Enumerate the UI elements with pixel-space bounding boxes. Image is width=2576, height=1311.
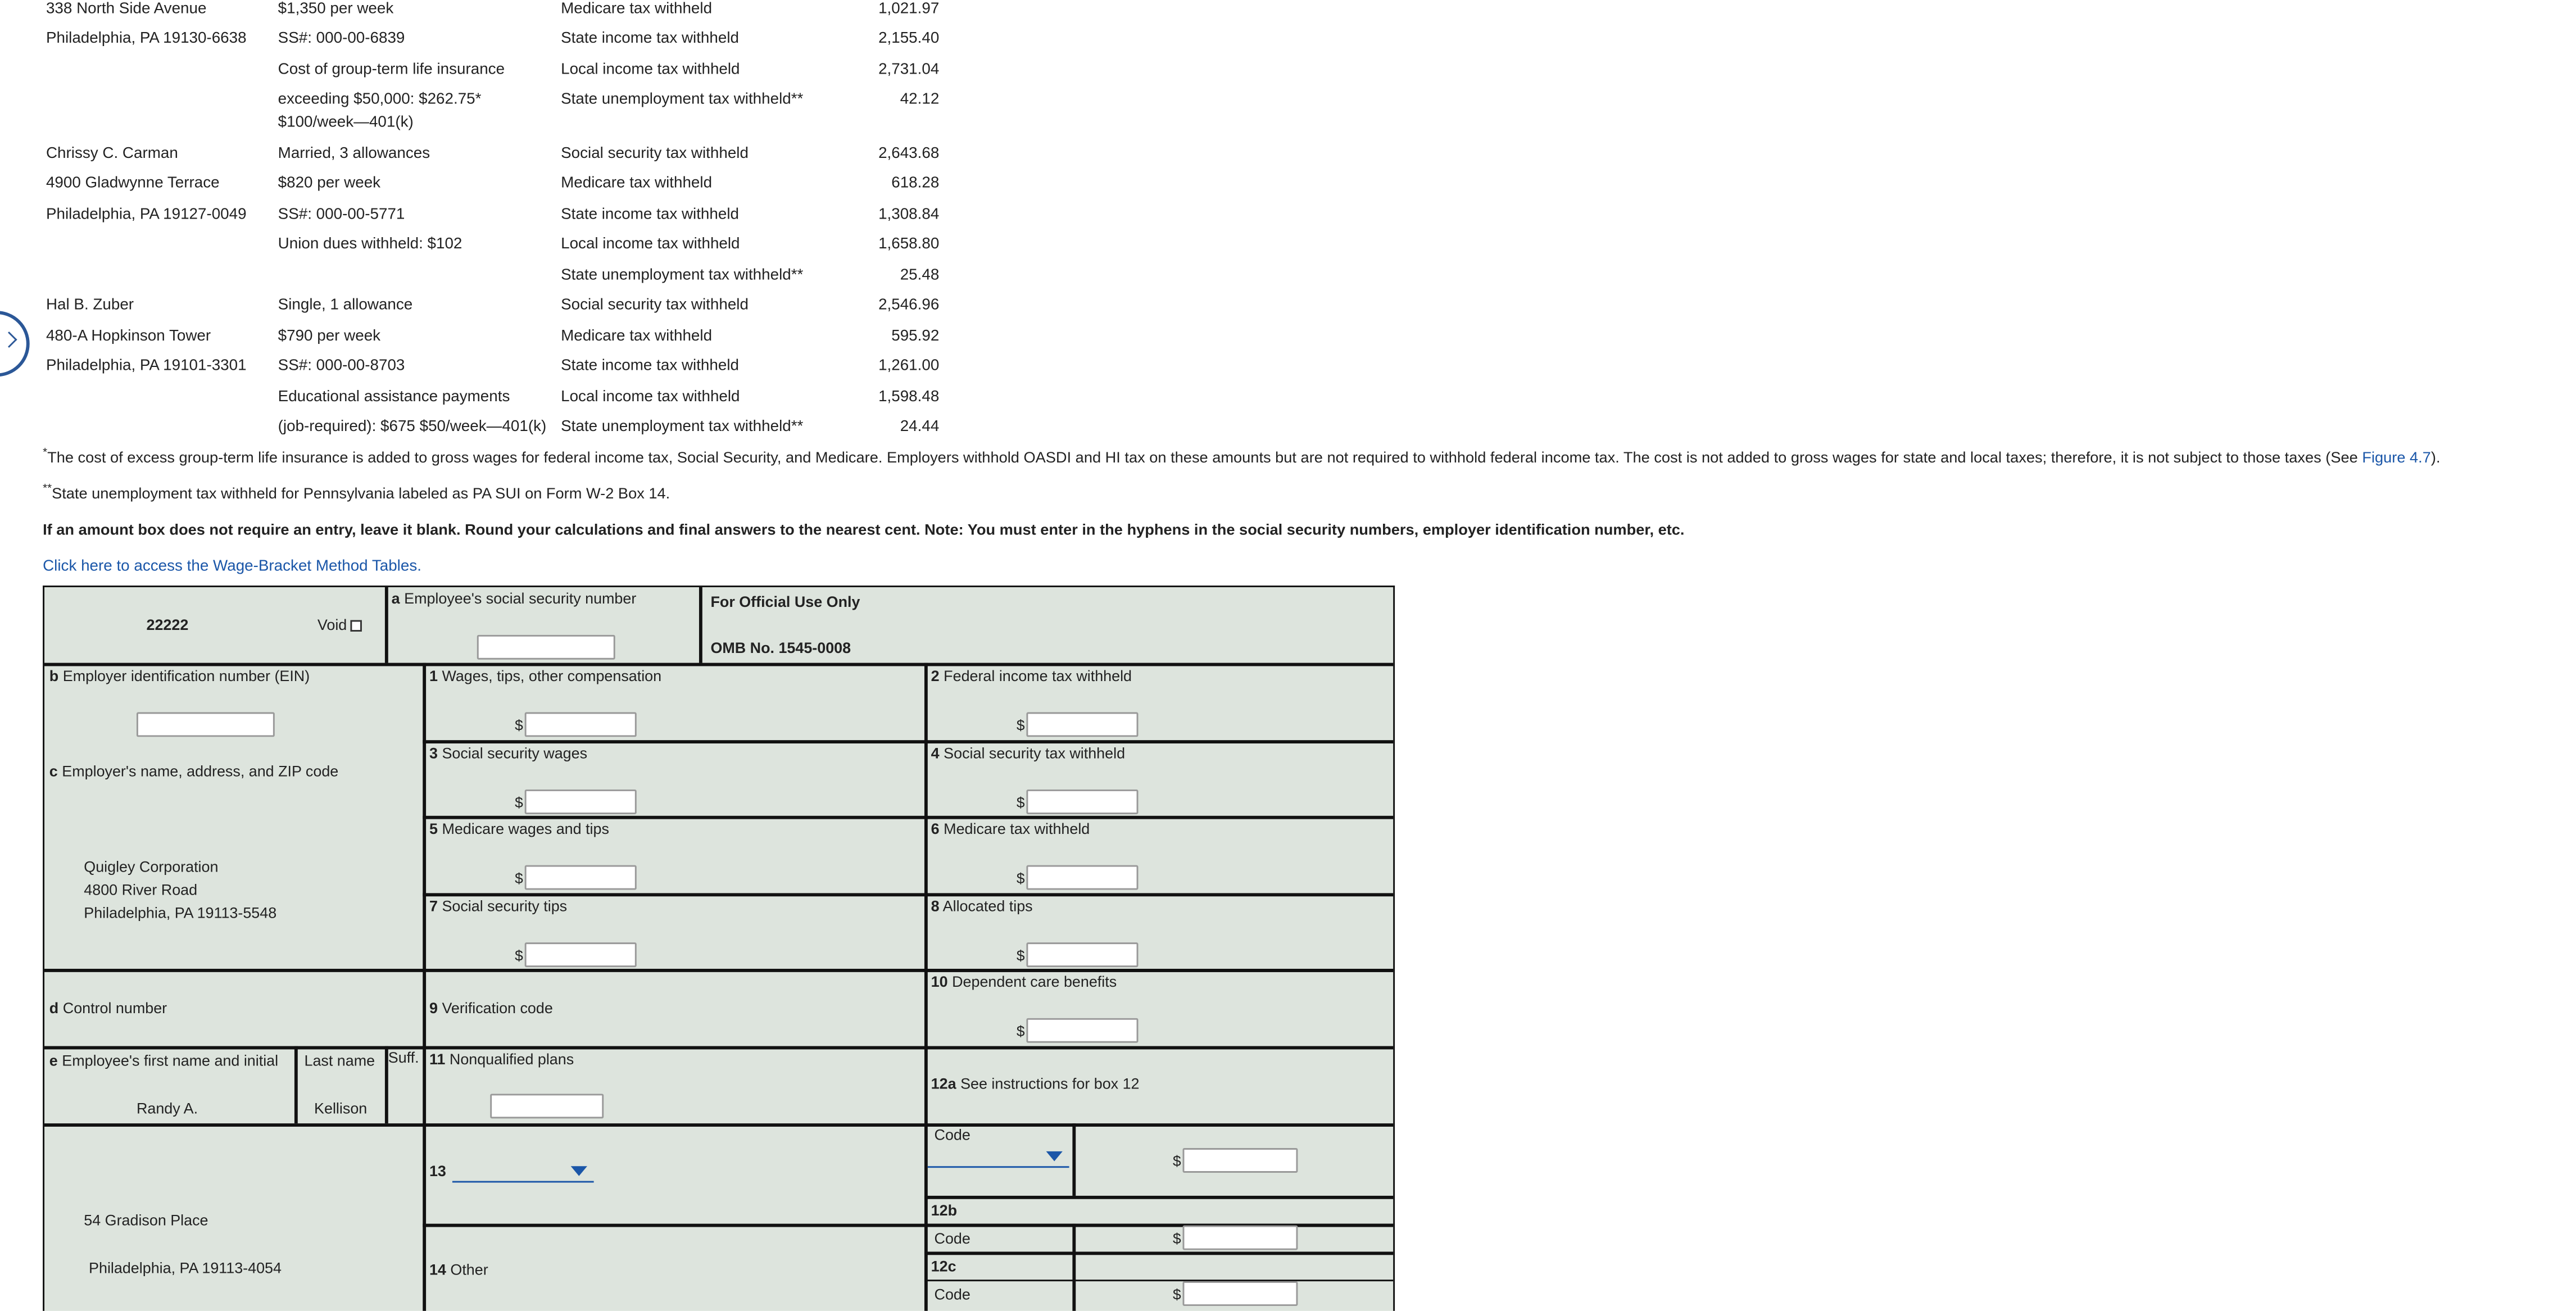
box-letter: 2 (931, 668, 940, 684)
box-label-text: Employer identification number (EIN) (62, 668, 310, 684)
box-7-ss-tips-input[interactable] (525, 942, 637, 967)
dollar-sign: $ (515, 870, 523, 887)
box-d-label (49, 1000, 167, 1017)
box-12b-code-label: Code (934, 1230, 970, 1247)
box-label-text: Social security tax withheld (944, 745, 1126, 762)
box-label-text: Dependent care benefits (952, 973, 1117, 991)
form-code: 22222 (146, 616, 189, 633)
employee-2-detail: $820 per week (278, 174, 381, 193)
ssn-input[interactable] (477, 635, 615, 660)
employee-city: Philadelphia, PA 19113-4054 (89, 1260, 282, 1277)
tax-label: Social security tax withheld (561, 296, 749, 315)
box-12c-code-label: Code (934, 1286, 970, 1303)
employee-2-name: Chrissy C. Carman (46, 144, 178, 163)
footnote-text: State unemployment tax withheld for Pennsylvania labeled as PA SUI on Form W-2 Box 14. (52, 485, 670, 502)
last-name-label: Last name (304, 1053, 375, 1069)
tax-amount: 42.12 (900, 90, 940, 109)
box-letter: 3 (429, 745, 438, 762)
box-label-text: Social security tips (442, 898, 568, 915)
box-11-nonqualified-input[interactable] (490, 1094, 604, 1118)
employee-3-detail: $790 per week (278, 327, 381, 346)
tax-amount: 1,658.80 (878, 235, 940, 253)
tax-label: Local income tax withheld (561, 388, 740, 406)
dollar-sign: $ (1016, 947, 1025, 964)
instructions: If an amount box does not require an entry, leave it blank. Round your calculations and final answers to the nearest cent. Note: You must enter in the hyphens in the social security numbers, employer identification number, etc. (43, 521, 1685, 538)
employer-name: Quigley Corporation (84, 858, 219, 875)
box-3-label (429, 745, 587, 761)
box-label-text: Medicare tax withheld (944, 820, 1090, 837)
box-c-label (49, 763, 338, 779)
tax-amount: 2,731.04 (878, 61, 940, 79)
tax-amount: 1,598.48 (878, 388, 940, 406)
box-12a-code-label: Code (934, 1126, 970, 1144)
employer-city: Philadelphia, PA 19113-5548 (84, 904, 277, 922)
box-11-label (429, 1051, 574, 1067)
dollar-sign: $ (1172, 1153, 1181, 1170)
dollar-sign: $ (515, 947, 523, 964)
box-letter: 4 (931, 745, 940, 762)
box-letter: 12a (931, 1076, 956, 1092)
employee-1-detail: Cost of group-term life insurance (278, 61, 505, 79)
box-b-label (49, 668, 310, 684)
employee-3-detail: SS#: 000-00-8703 (278, 357, 405, 375)
box-2-label (931, 668, 1132, 684)
box-13-label: 13 (429, 1163, 446, 1180)
employee-2-address-line: Philadelphia, PA 19127-0049 (46, 205, 247, 224)
box-4-ss-tax-input[interactable] (1026, 790, 1138, 814)
employee-2-detail: Married, 3 allowances (278, 144, 430, 163)
dollar-sign: $ (515, 717, 523, 734)
tax-label: State income tax withheld (561, 205, 740, 224)
box-12c-label: 12c (931, 1258, 956, 1275)
footnote-state-unemployment: **State unemployment tax withheld for Pennsylvania labeled as PA SUI on Form W-2 Box 14. (43, 483, 670, 502)
footnote-group-term-life: *The cost of excess group-term life insurance is added to gross wages for federal income tax, Social Security, and Medicare. Employers withhold OASDI and HI tax on these amounts but are not required to withhold federal income tax. The cost is not added to gross wages for state and local taxes; therefore, it is not subject to those taxes (See Figure 4.7). (43, 447, 2441, 466)
box-4-label (931, 745, 1125, 761)
box-letter: 5 (429, 820, 438, 837)
employee-1-address-line: 338 North Side Avenue (46, 0, 207, 19)
tax-label: Social security tax withheld (561, 144, 749, 163)
employee-3-name: Hal B. Zuber (46, 296, 134, 315)
box-8-label (931, 898, 1033, 914)
box-label-text: Allocated tips (942, 898, 1033, 915)
dollar-sign: $ (1016, 1023, 1025, 1040)
box-letter: 7 (429, 898, 438, 915)
chevron-right-icon (1, 332, 17, 348)
box-label-text: Employee's first name and initial (62, 1053, 279, 1069)
tax-amount: 595.92 (891, 327, 940, 346)
box-label-text: Verification code (442, 1000, 553, 1017)
tax-label: State income tax withheld (561, 357, 740, 375)
box-label-text: Medicare wages and tips (442, 820, 609, 837)
box-12b-label: 12b (931, 1202, 958, 1219)
box-label-text: See instructions for box 12 (960, 1076, 1140, 1092)
tax-amount: 1,021.97 (878, 0, 940, 19)
employee-3-address-line: 480-A Hopkinson Tower (46, 327, 211, 346)
box-10-label (931, 974, 1117, 990)
box-letter: 11 (429, 1051, 446, 1068)
employee-2-address-line: 4900 Gladwynne Terrace (46, 174, 220, 193)
tax-label: State unemployment tax withheld** (561, 266, 804, 285)
tax-label: State unemployment tax withheld** (561, 90, 804, 109)
employee-3-detail: Educational assistance payments (278, 388, 510, 406)
box-label-text: Social security wages (442, 745, 588, 762)
figure-4-7-link[interactable]: Figure 4.7 (2362, 449, 2431, 466)
box-letter: 14 (429, 1262, 446, 1278)
box-3-ss-wages-input[interactable] (525, 790, 637, 814)
tax-amount: 25.48 (900, 266, 940, 285)
dollar-sign: $ (1016, 870, 1025, 887)
chevron-down-icon (1046, 1151, 1063, 1162)
employee-3-detail: Single, 1 allowance (278, 296, 413, 315)
employee-3-address-line: Philadelphia, PA 19101-3301 (46, 357, 247, 375)
box-6-medicare-tax-input[interactable] (1026, 865, 1138, 890)
box-letter: a (391, 590, 400, 607)
tax-label: Local income tax withheld (561, 61, 740, 79)
box-letter: c (49, 763, 58, 780)
footnote-text: The cost of excess group-term life insurance is added to gross wages for federal income tax, Social Security, and Medicare. Employers withhold OASDI and HI tax on these amounts but are not required to withhold federal income tax. The cost is not added to gross wages for state and local taxes; therefore, it is not subject to those taxes (See (47, 449, 2362, 466)
box-letter: 9 (429, 1000, 438, 1017)
side-panel-toggle[interactable] (0, 311, 30, 376)
omb-number: OMB No. 1545-0008 (710, 639, 851, 656)
box-letter: 1 (429, 668, 438, 684)
w2-form (43, 586, 1395, 1311)
box-label-text: Wages, tips, other compensation (442, 668, 662, 684)
tax-amount: 2,546.96 (878, 296, 940, 315)
dollar-sign: $ (1172, 1286, 1181, 1303)
box-letter: 10 (931, 973, 948, 991)
tax-amount: 1,308.84 (878, 205, 940, 224)
box-8-allocated-tips-input[interactable] (1026, 942, 1138, 967)
box-12a-code-select[interactable] (928, 1150, 1069, 1168)
box-2-federal-tax-input[interactable] (1026, 712, 1138, 737)
employee-3-detail: (job-required): $675 $50/week—401(k) (278, 418, 547, 436)
box-label-text: Employer's name, address, and ZIP code (62, 763, 339, 780)
official-use-label: For Official Use Only (710, 593, 860, 610)
box-12b-amount-input[interactable] (1183, 1226, 1298, 1250)
dollar-sign: $ (1172, 1230, 1181, 1247)
tax-amount: 2,643.68 (878, 144, 940, 163)
tax-amount: 618.28 (891, 174, 940, 193)
void-checkbox-label[interactable] (318, 617, 362, 633)
dollar-sign: $ (515, 794, 523, 811)
box-label-text: Nonqualified plans (449, 1051, 574, 1068)
box-e-label (49, 1053, 278, 1069)
tax-label: State unemployment tax withheld** (561, 418, 804, 436)
tax-label: Medicare tax withheld (561, 0, 713, 19)
chevron-down-icon (571, 1166, 587, 1176)
box-9-label (429, 1000, 553, 1017)
employee-1-detail: $1,350 per week (278, 0, 394, 19)
box-label-text: Federal income tax withheld (944, 668, 1132, 684)
void-label: Void (317, 616, 347, 633)
footnote-tail: ). (2430, 449, 2441, 466)
void-checkbox[interactable] (350, 620, 361, 632)
box-13-select[interactable] (452, 1164, 594, 1182)
box-label-text: Control number (62, 1000, 167, 1017)
box-letter: e (49, 1053, 58, 1069)
dollar-sign: $ (1016, 794, 1025, 811)
employee-1-detail: SS#: 000-00-6839 (278, 29, 405, 48)
employee-first-name: Randy A. (136, 1100, 198, 1117)
box-6-label (931, 821, 1090, 837)
tax-label: State income tax withheld (561, 29, 740, 48)
box-5-medicare-wages-input[interactable] (525, 865, 637, 890)
box-7-label (429, 898, 567, 914)
wage-bracket-tables-link[interactable]: Click here to access the Wage-Bracket Method Tables. (43, 557, 421, 576)
tax-amount: 2,155.40 (878, 29, 940, 48)
tax-amount: 1,261.00 (878, 357, 940, 375)
box-letter: 8 (931, 898, 940, 915)
box-14-label (429, 1262, 488, 1278)
box-label-text: Other (450, 1262, 488, 1278)
tax-label: Medicare tax withheld (561, 174, 713, 193)
employee-1-detail: exceeding $50,000: $262.75* (278, 90, 482, 109)
employee-street: 54 Gradison Place (84, 1212, 208, 1229)
box-letter: d (49, 1000, 59, 1017)
employee-last-name: Kellison (314, 1100, 368, 1117)
box-a-label (392, 591, 637, 607)
suffix-label: Suff. (388, 1049, 419, 1066)
box-5-label (429, 821, 609, 837)
ein-input[interactable] (137, 712, 275, 737)
employee-2-detail: SS#: 000-00-5771 (278, 205, 405, 224)
box-letter: b (49, 668, 59, 684)
dollar-sign: $ (1016, 717, 1025, 734)
employee-1-detail: $100/week—401(k) (278, 113, 414, 132)
employer-street: 4800 River Road (84, 881, 198, 899)
box-1-wages-input[interactable] (525, 712, 637, 737)
box-10-dependent-care-input[interactable] (1026, 1018, 1138, 1043)
employee-2-detail: Union dues withheld: $102 (278, 235, 462, 253)
box-label-text: Employee's social security number (404, 590, 637, 607)
tax-label: Medicare tax withheld (561, 327, 713, 346)
box-12c-amount-input[interactable] (1183, 1281, 1298, 1306)
box-1-label (429, 668, 661, 684)
box-12a-label (931, 1076, 1140, 1092)
tax-label: Local income tax withheld (561, 235, 740, 253)
box-letter: 6 (931, 820, 940, 837)
tax-amount: 24.44 (900, 418, 940, 436)
box-12a-amount-input[interactable] (1183, 1148, 1298, 1173)
employee-1-address-line: Philadelphia, PA 19130-6638 (46, 29, 247, 48)
